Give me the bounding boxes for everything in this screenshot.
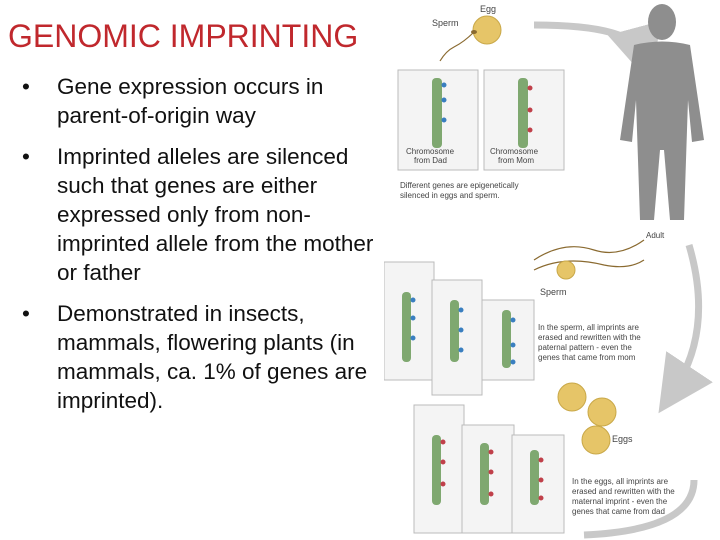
- adult-label: Adult: [646, 231, 665, 240]
- bullet-dot: •: [22, 74, 30, 99]
- bullet-list: [22, 72, 382, 427]
- cycle-arrow-right: [674, 245, 699, 390]
- chromosome-mom: [518, 78, 528, 148]
- chromosome-dad-label-2: from Dad: [414, 156, 447, 165]
- paternal-mark: [442, 98, 447, 103]
- chromosome: [480, 443, 489, 505]
- egg-icon: [558, 383, 586, 411]
- maternal-mark: [539, 458, 544, 463]
- bullet-text: Gene expression occurs in parent-of-origin way: [57, 74, 324, 128]
- cycle-arrow-top: [534, 25, 642, 55]
- caption-top: Different genes are epigenetically: [400, 181, 519, 190]
- egg-icon: [557, 261, 575, 279]
- sperm-label-mid: Sperm: [540, 287, 567, 297]
- paternal-mark: [442, 83, 447, 88]
- paternal-mark: [411, 316, 416, 321]
- paternal-mark: [411, 336, 416, 341]
- maternal-mark: [539, 478, 544, 483]
- sperm-icon: [440, 32, 474, 61]
- caption-sperm-3: paternal pattern - even the: [538, 343, 632, 352]
- caption-top-2: silenced in eggs and sperm.: [400, 191, 500, 200]
- paternal-mark: [459, 308, 464, 313]
- bullet-text: Imprinted alleles are silenced such that genes are either expressed only from non-imprinted allele from the mother or father: [57, 144, 374, 285]
- caption-sperm-2: erased and rewritten with the: [538, 333, 641, 342]
- imprinting-diagram: [384, 0, 720, 540]
- paternal-mark: [511, 343, 516, 348]
- bullet-text: Demonstrated in insects, mammals, flowering plants (in mammals, ca. 1% of genes are imprinted).: [57, 301, 368, 413]
- chromosome: [402, 292, 411, 362]
- maternal-mark: [528, 108, 533, 113]
- paternal-mark: [511, 318, 516, 323]
- maternal-mark: [441, 460, 446, 465]
- paternal-mark: [411, 298, 416, 303]
- chromosome: [450, 300, 459, 362]
- caption-eggs: In the eggs, all imprints are: [572, 477, 669, 486]
- maternal-mark: [441, 482, 446, 487]
- bullet-dot: •: [22, 144, 30, 169]
- maternal-mark: [528, 86, 533, 91]
- bullet-dot: •: [22, 301, 30, 326]
- bullet-item: [22, 142, 382, 287]
- chromosome-dad-label: Chromosome: [406, 147, 455, 156]
- paternal-mark: [442, 118, 447, 123]
- sperm-head-icon: [471, 30, 477, 34]
- maternal-mark: [489, 450, 494, 455]
- chromosome-mom-label-2: from Mom: [498, 156, 534, 165]
- maternal-mark: [539, 496, 544, 501]
- paternal-mark: [511, 360, 516, 365]
- caption-eggs-3: maternal imprint - even the: [572, 497, 668, 506]
- sperm-icon: [534, 260, 644, 270]
- sperm-label-top: Sperm: [432, 18, 459, 28]
- egg-label-top: Egg: [480, 4, 497, 14]
- chromosome-dad: [432, 78, 442, 148]
- bullet-item: [22, 299, 382, 415]
- caption-eggs-2: erased and rewritten with the: [572, 487, 675, 496]
- chromosome-mom-label: Chromosome: [490, 147, 539, 156]
- maternal-mark: [441, 440, 446, 445]
- caption-eggs-4: genes that came from dad: [572, 507, 665, 516]
- egg-icon: [473, 16, 501, 44]
- egg-icon: [588, 398, 616, 426]
- sperm-icon: [534, 240, 644, 260]
- eggs-label: Eggs: [612, 434, 633, 444]
- maternal-mark: [489, 470, 494, 475]
- chromosome: [530, 450, 539, 505]
- paternal-mark: [459, 348, 464, 353]
- paternal-mark: [459, 328, 464, 333]
- egg-icon: [582, 426, 610, 454]
- caption-sperm: In the sperm, all imprints are: [538, 323, 639, 332]
- maternal-mark: [489, 492, 494, 497]
- adult-silhouette: [620, 4, 704, 220]
- bullet-item: [22, 72, 382, 130]
- chromosome: [432, 435, 441, 505]
- caption-sperm-4: genes that came from mom: [538, 353, 636, 362]
- chromosome: [502, 310, 511, 368]
- maternal-mark: [528, 128, 533, 133]
- slide-title: GENOMIC IMPRINTING: [8, 18, 359, 54]
